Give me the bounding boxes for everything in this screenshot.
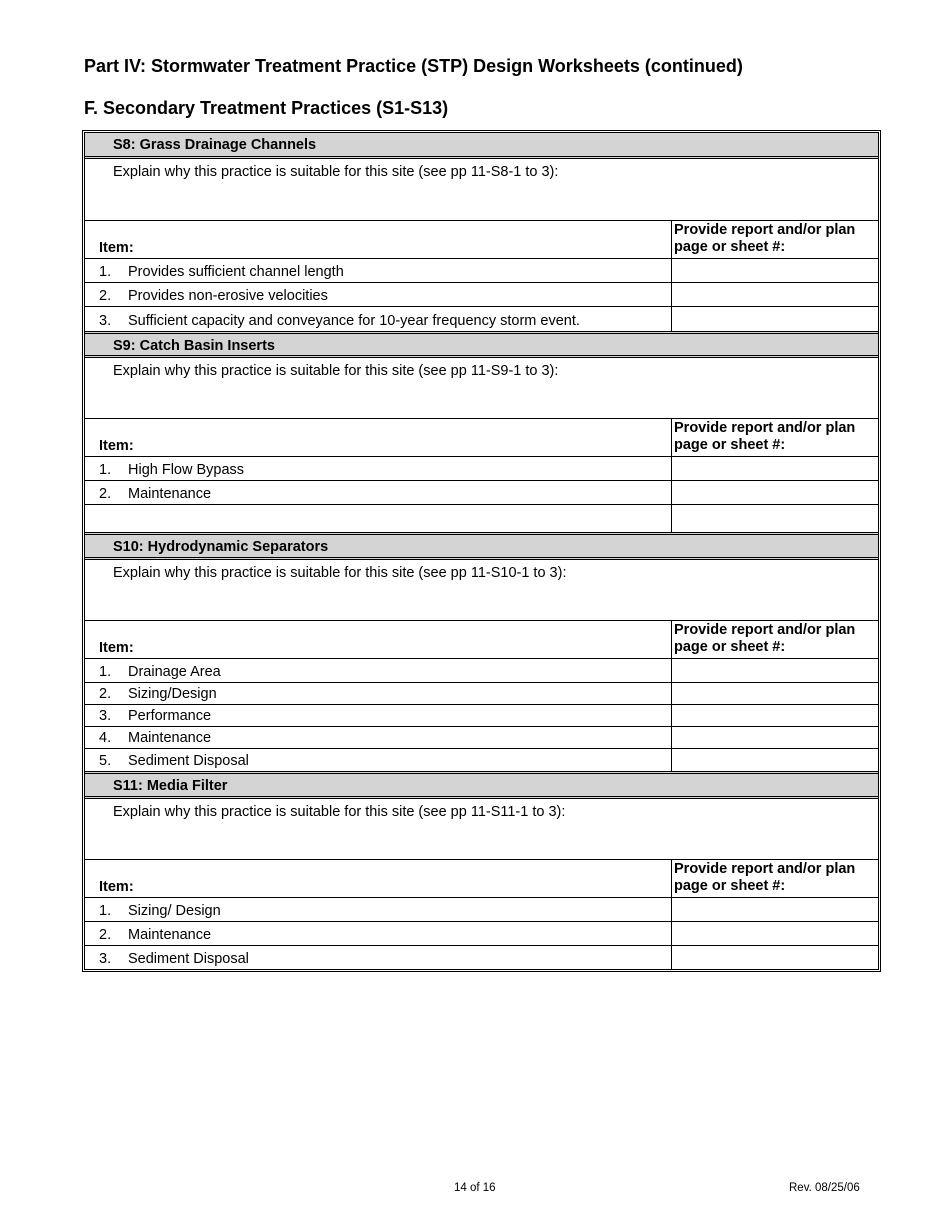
- table-row: 2. Maintenance: [85, 481, 878, 505]
- section-header-s10: [85, 532, 878, 560]
- reference-cell[interactable]: [671, 283, 672, 306]
- reference-cell[interactable]: [671, 898, 672, 921]
- explain-prompt: Explain why this practice is suitable for this site (see pp 11-S11-1 to 3):: [113, 804, 566, 820]
- table-row: 2. Sizing/Design: [85, 683, 878, 705]
- explain-field-s8[interactable]: [85, 159, 878, 221]
- table-row: 1. Provides sufficient channel length: [85, 259, 878, 283]
- explain-field-s11[interactable]: [85, 799, 878, 860]
- reference-cell[interactable]: [671, 727, 672, 748]
- explain-field-s10[interactable]: [85, 560, 878, 621]
- table-row: 1. Sizing/ Design: [85, 898, 878, 922]
- explain-prompt: Explain why this practice is suitable for this site (see pp 11-S10-1 to 3):: [113, 565, 567, 581]
- page-title: Part IV: Stormwater Treatment Practice (STP) Design Worksheets (continued): [84, 56, 743, 76]
- section-title: S11: Media Filter: [113, 778, 228, 794]
- reference-cell[interactable]: [671, 457, 672, 480]
- table-row: 2. Maintenance: [85, 922, 878, 946]
- worksheet-table: [82, 130, 881, 972]
- item-column-header: Item:: [99, 438, 134, 454]
- table-row: 2. Provides non-erosive velocities: [85, 283, 878, 307]
- section-title: S10: Hydrodynamic Separators: [113, 539, 329, 555]
- table-row: 3. Sufficient capacity and conveyance for 10-year frequency storm event.: [85, 307, 878, 331]
- section-title: S8: Grass Drainage Channels: [113, 137, 317, 153]
- table-row: 4. Maintenance: [85, 727, 878, 749]
- table-row: 3. Sediment Disposal: [85, 946, 878, 969]
- reference-cell[interactable]: [671, 749, 672, 771]
- column-header-row: [85, 860, 878, 898]
- table-row: 1. Drainage Area: [85, 659, 878, 683]
- reference-cell[interactable]: [671, 705, 672, 726]
- reference-cell[interactable]: [671, 307, 672, 331]
- section-header-s9: [85, 331, 878, 358]
- reference-column-header: Provide report and/or plan page or sheet #:: [674, 622, 856, 655]
- reference-column-header: Provide report and/or plan page or sheet #:: [674, 222, 856, 255]
- table-row: 5. Sediment Disposal: [85, 749, 878, 771]
- section-heading: F. Secondary Treatment Practices (S1-S13): [84, 98, 449, 118]
- reference-cell[interactable]: [671, 505, 672, 532]
- page-number: 14 of 16: [454, 1182, 496, 1194]
- section-header-s11: [85, 771, 878, 799]
- table-row: 1. High Flow Bypass: [85, 457, 878, 481]
- column-header-row: [85, 621, 878, 659]
- revision-date: Rev. 08/25/06: [789, 1182, 860, 1194]
- column-header-row: [85, 221, 878, 259]
- item-column-header: Item:: [99, 240, 134, 256]
- explain-prompt: Explain why this practice is suitable for this site (see pp 11-S9-1 to 3):: [113, 363, 559, 379]
- section-header-s8: [85, 133, 878, 159]
- section-title: S9: Catch Basin Inserts: [113, 338, 275, 354]
- reference-cell[interactable]: [671, 946, 672, 969]
- item-column-header: Item:: [99, 640, 134, 656]
- reference-cell[interactable]: [671, 259, 672, 282]
- reference-cell[interactable]: [671, 481, 672, 504]
- reference-column-header: Provide report and/or plan page or sheet #:: [674, 420, 856, 453]
- reference-cell[interactable]: [671, 659, 672, 682]
- reference-cell[interactable]: [671, 683, 672, 704]
- reference-cell[interactable]: [671, 922, 672, 945]
- reference-column-header: Provide report and/or plan page or sheet #:: [674, 861, 856, 894]
- explain-prompt: Explain why this practice is suitable for this site (see pp 11-S8-1 to 3):: [113, 164, 559, 180]
- table-row: 3. Performance: [85, 705, 878, 727]
- explain-field-s9[interactable]: [85, 358, 878, 419]
- column-header-row: [85, 419, 878, 457]
- table-row-blank: [85, 505, 878, 532]
- item-column-header: Item:: [99, 879, 134, 895]
